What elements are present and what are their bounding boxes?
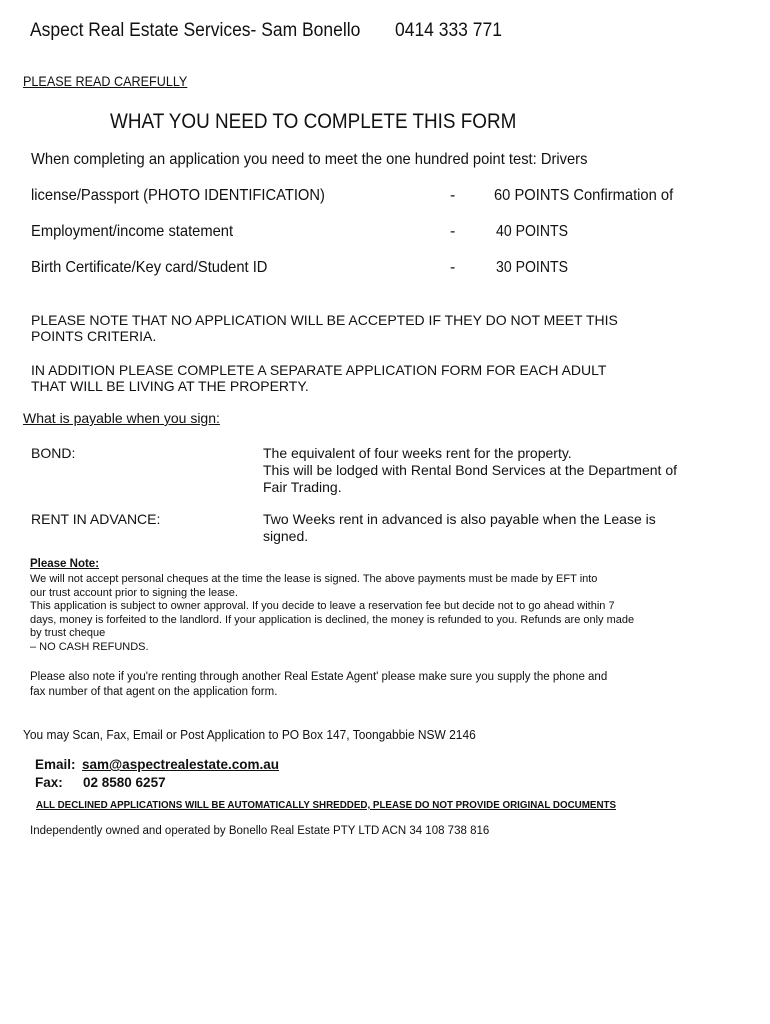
- points-dash: -: [450, 223, 456, 240]
- points-value-birth: 30 POINTS: [496, 259, 568, 276]
- please-note-line: by trust cheque: [30, 627, 106, 640]
- points-value-id: 60 POINTS Confirmation of: [494, 187, 674, 204]
- rent-label: RENT IN ADVANCE:: [31, 511, 161, 527]
- submit-instructions: You may Scan, Fax, Email or Post Application to PO Box 147, Toongabbie NSW 2146: [23, 727, 476, 742]
- bond-line: The equivalent of four weeks rent for the property.: [263, 445, 572, 461]
- declined-notice: ALL DECLINED APPLICATIONS WILL BE AUTOMATICALLY SHREDDED, PLEASE DO NOT PROVIDE ORIGINAL DOCUMENTS: [36, 800, 617, 811]
- please-note-line: our trust account prior to signing the lease.: [30, 586, 238, 599]
- points-label-employment: Employment/income statement: [31, 223, 234, 240]
- points-dash: -: [450, 187, 456, 204]
- intro-text: When completing an application you need to meet the one hundred point test: Drivers: [31, 151, 588, 168]
- points-value-employment: 40 POINTS: [496, 223, 568, 240]
- footer-company-info: Independently owned and operated by Bonello Real Estate PTY LTD ACN 34 108 738 816: [30, 825, 490, 837]
- note-separate-form: [31, 362, 606, 394]
- note-line: THAT WILL BE LIVING AT THE PROPERTY.: [31, 378, 309, 394]
- read-carefully-heading: PLEASE READ CAREFULLY: [23, 73, 188, 89]
- bond-line: This will be lodged with Rental Bond Services at the Department of: [263, 462, 677, 478]
- rent-details: [263, 511, 656, 545]
- points-label-id: license/Passport (PHOTO IDENTIFICATION): [31, 187, 325, 204]
- email-label: Email:: [35, 757, 76, 772]
- fax-label: Fax:: [35, 775, 63, 790]
- bond-label: BOND:: [31, 445, 76, 461]
- header-phone: 0414 333 771: [395, 20, 502, 41]
- payable-heading: What is payable when you sign:: [23, 410, 220, 426]
- please-note-line: days, money is forfeited to the landlord. If your application is declined, the money is refunded to you. Refunds are only made: [30, 613, 635, 626]
- note-line: PLEASE NOTE THAT NO APPLICATION WILL BE ACCEPTED IF THEY DO NOT MEET THIS: [31, 312, 618, 328]
- agent-note-line: fax number of that agent on the application form.: [30, 685, 278, 698]
- fax-number: 02 8580 6257: [83, 775, 166, 790]
- note-line: IN ADDITION PLEASE COMPLETE A SEPARATE APPLICATION FORM FOR EACH ADULT: [31, 362, 607, 378]
- bond-line: Fair Trading.: [263, 479, 342, 495]
- points-dash: -: [450, 259, 456, 276]
- agent-note: [30, 670, 607, 699]
- points-label-birth: Birth Certificate/Key card/Student ID: [31, 259, 268, 276]
- please-note-line: We will not accept personal cheques at the time the lease is signed. The above payments must be made by EFT into: [30, 573, 598, 585]
- please-note-body: [30, 573, 634, 655]
- note-points-criteria: [31, 312, 618, 344]
- please-note-line: – NO CASH REFUNDS.: [30, 640, 149, 653]
- agent-note-line: Please also note if you're renting through another Real Estate Agent' please make sure you supply the phone and: [30, 671, 608, 683]
- rent-line: signed.: [263, 528, 309, 544]
- email-link[interactable]: sam@aspectrealestate.com.au: [82, 757, 280, 772]
- rent-line: Two Weeks rent in advanced is also payable when the Lease is: [263, 511, 656, 527]
- bond-details: [263, 445, 677, 496]
- note-line: POINTS CRITERIA.: [31, 328, 157, 344]
- please-note-line: This application is subject to owner approval. If you decide to leave a reservation fee but decide not to go ahead within 7: [30, 600, 615, 613]
- please-note-heading: Please Note:: [30, 558, 100, 570]
- form-title: WHAT YOU NEED TO COMPLETE THIS FORM: [110, 110, 517, 133]
- company-header: Aspect Real Estate Services- Sam Bonello: [30, 20, 361, 41]
